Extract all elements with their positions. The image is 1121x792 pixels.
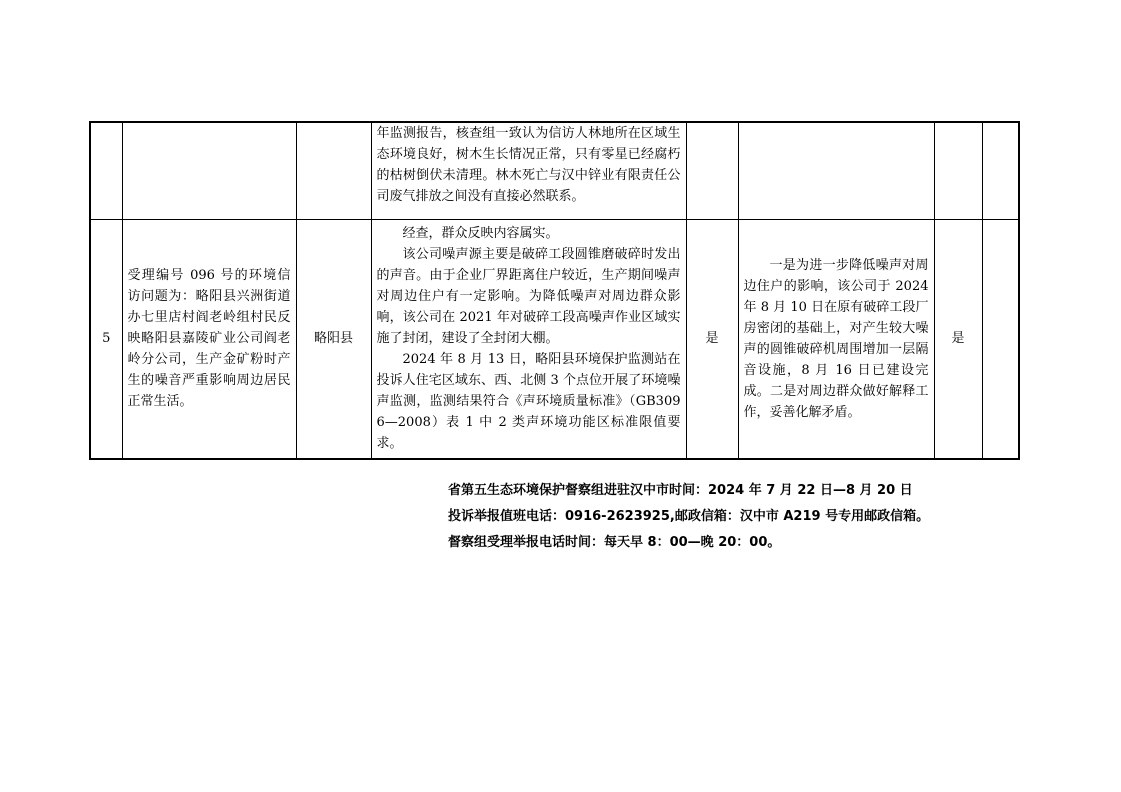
resolved-cell <box>934 122 982 219</box>
findings-cell <box>371 219 686 459</box>
row-number-cell <box>90 122 122 219</box>
verified-cell: 是 <box>686 219 738 459</box>
action-text: 一是为进一步降低噪声对周边住户的影响，该公司于 2024 年 8 月 10 日在原有破碎工段厂房密闭的基础上，对产生较大噪声的圆锥破碎机周围增加一层隔音设施，8 月 16 日已建设完成。二是对周边群众做好解释工作，妥善化解矛盾。 <box>743 257 929 420</box>
action-cell <box>738 122 934 219</box>
county-cell <box>296 122 371 219</box>
table-row <box>90 219 1019 459</box>
inspection-period-line: 省第五生态环境保护督察组进驻汉中市时间：2024 年 7 月 22 日—8 月 20 日 <box>448 483 913 498</box>
complaint-cell <box>122 219 296 459</box>
hotline-hours-line: 督察组受理举报电话时间：每天早 8：00—晚 20：00。 <box>448 535 781 550</box>
row-number-cell: 5 <box>90 219 122 459</box>
complaint-table <box>89 121 1020 460</box>
findings-paragraph: 该公司噪声源主要是破碎工段圆锥磨破碎时发出的声音。由于企业厂界距离住户较近，生产期间噪声对周边住户有一定影响。为降低噪声对周边群众影响，该公司在 2021 年对破碎工段高噪声作业区域实施了封闭，建设了全封闭大棚。 <box>376 246 681 346</box>
contact-footer <box>448 478 929 556</box>
complaint-cell <box>122 122 296 219</box>
extra-cell <box>982 219 1019 459</box>
verified-cell <box>686 122 738 219</box>
county-cell: 略阳县 <box>296 219 371 459</box>
findings-paragraph: 年监测报告，核查组一致认为信访人林地所在区域生态环境良好，树木生长情况正常，只有零星已经腐朽的枯树倒伏未清理。林木死亡与汉中锌业有限责任公司废气排放之间没有直接必然联系。 <box>376 126 681 204</box>
hotline-line: 投诉举报值班电话：0916-2623925,邮政信箱：汉中市 A219 号专用邮政信箱。 <box>448 509 930 524</box>
table-row <box>90 122 1019 219</box>
resolved-cell: 是 <box>934 219 982 459</box>
extra-cell <box>982 122 1019 219</box>
complaint-text: 受理编号 096 号的环境信访问题为：略阳县兴洲街道办七里店村阎老岭组村民反映略阳县嘉陵矿业公司阎老岭分公司，生产金矿粉时产生的噪音严重影响周边居民正常生活。 <box>127 268 291 410</box>
findings-paragraph: 经查，群众反映内容属实。 <box>402 225 559 241</box>
findings-cell <box>371 122 686 219</box>
action-cell <box>738 219 934 459</box>
findings-paragraph: 2024 年 8 月 13 日，略阳县环境保护监测站在投诉人住宅区域东、西、北侧 3 个点位开展了环境噪声监测，监测结果符合《声环境质量标准》（GB3096—2008）表 1 中 2 类声环境功能区标准限值要求。 <box>376 351 681 451</box>
